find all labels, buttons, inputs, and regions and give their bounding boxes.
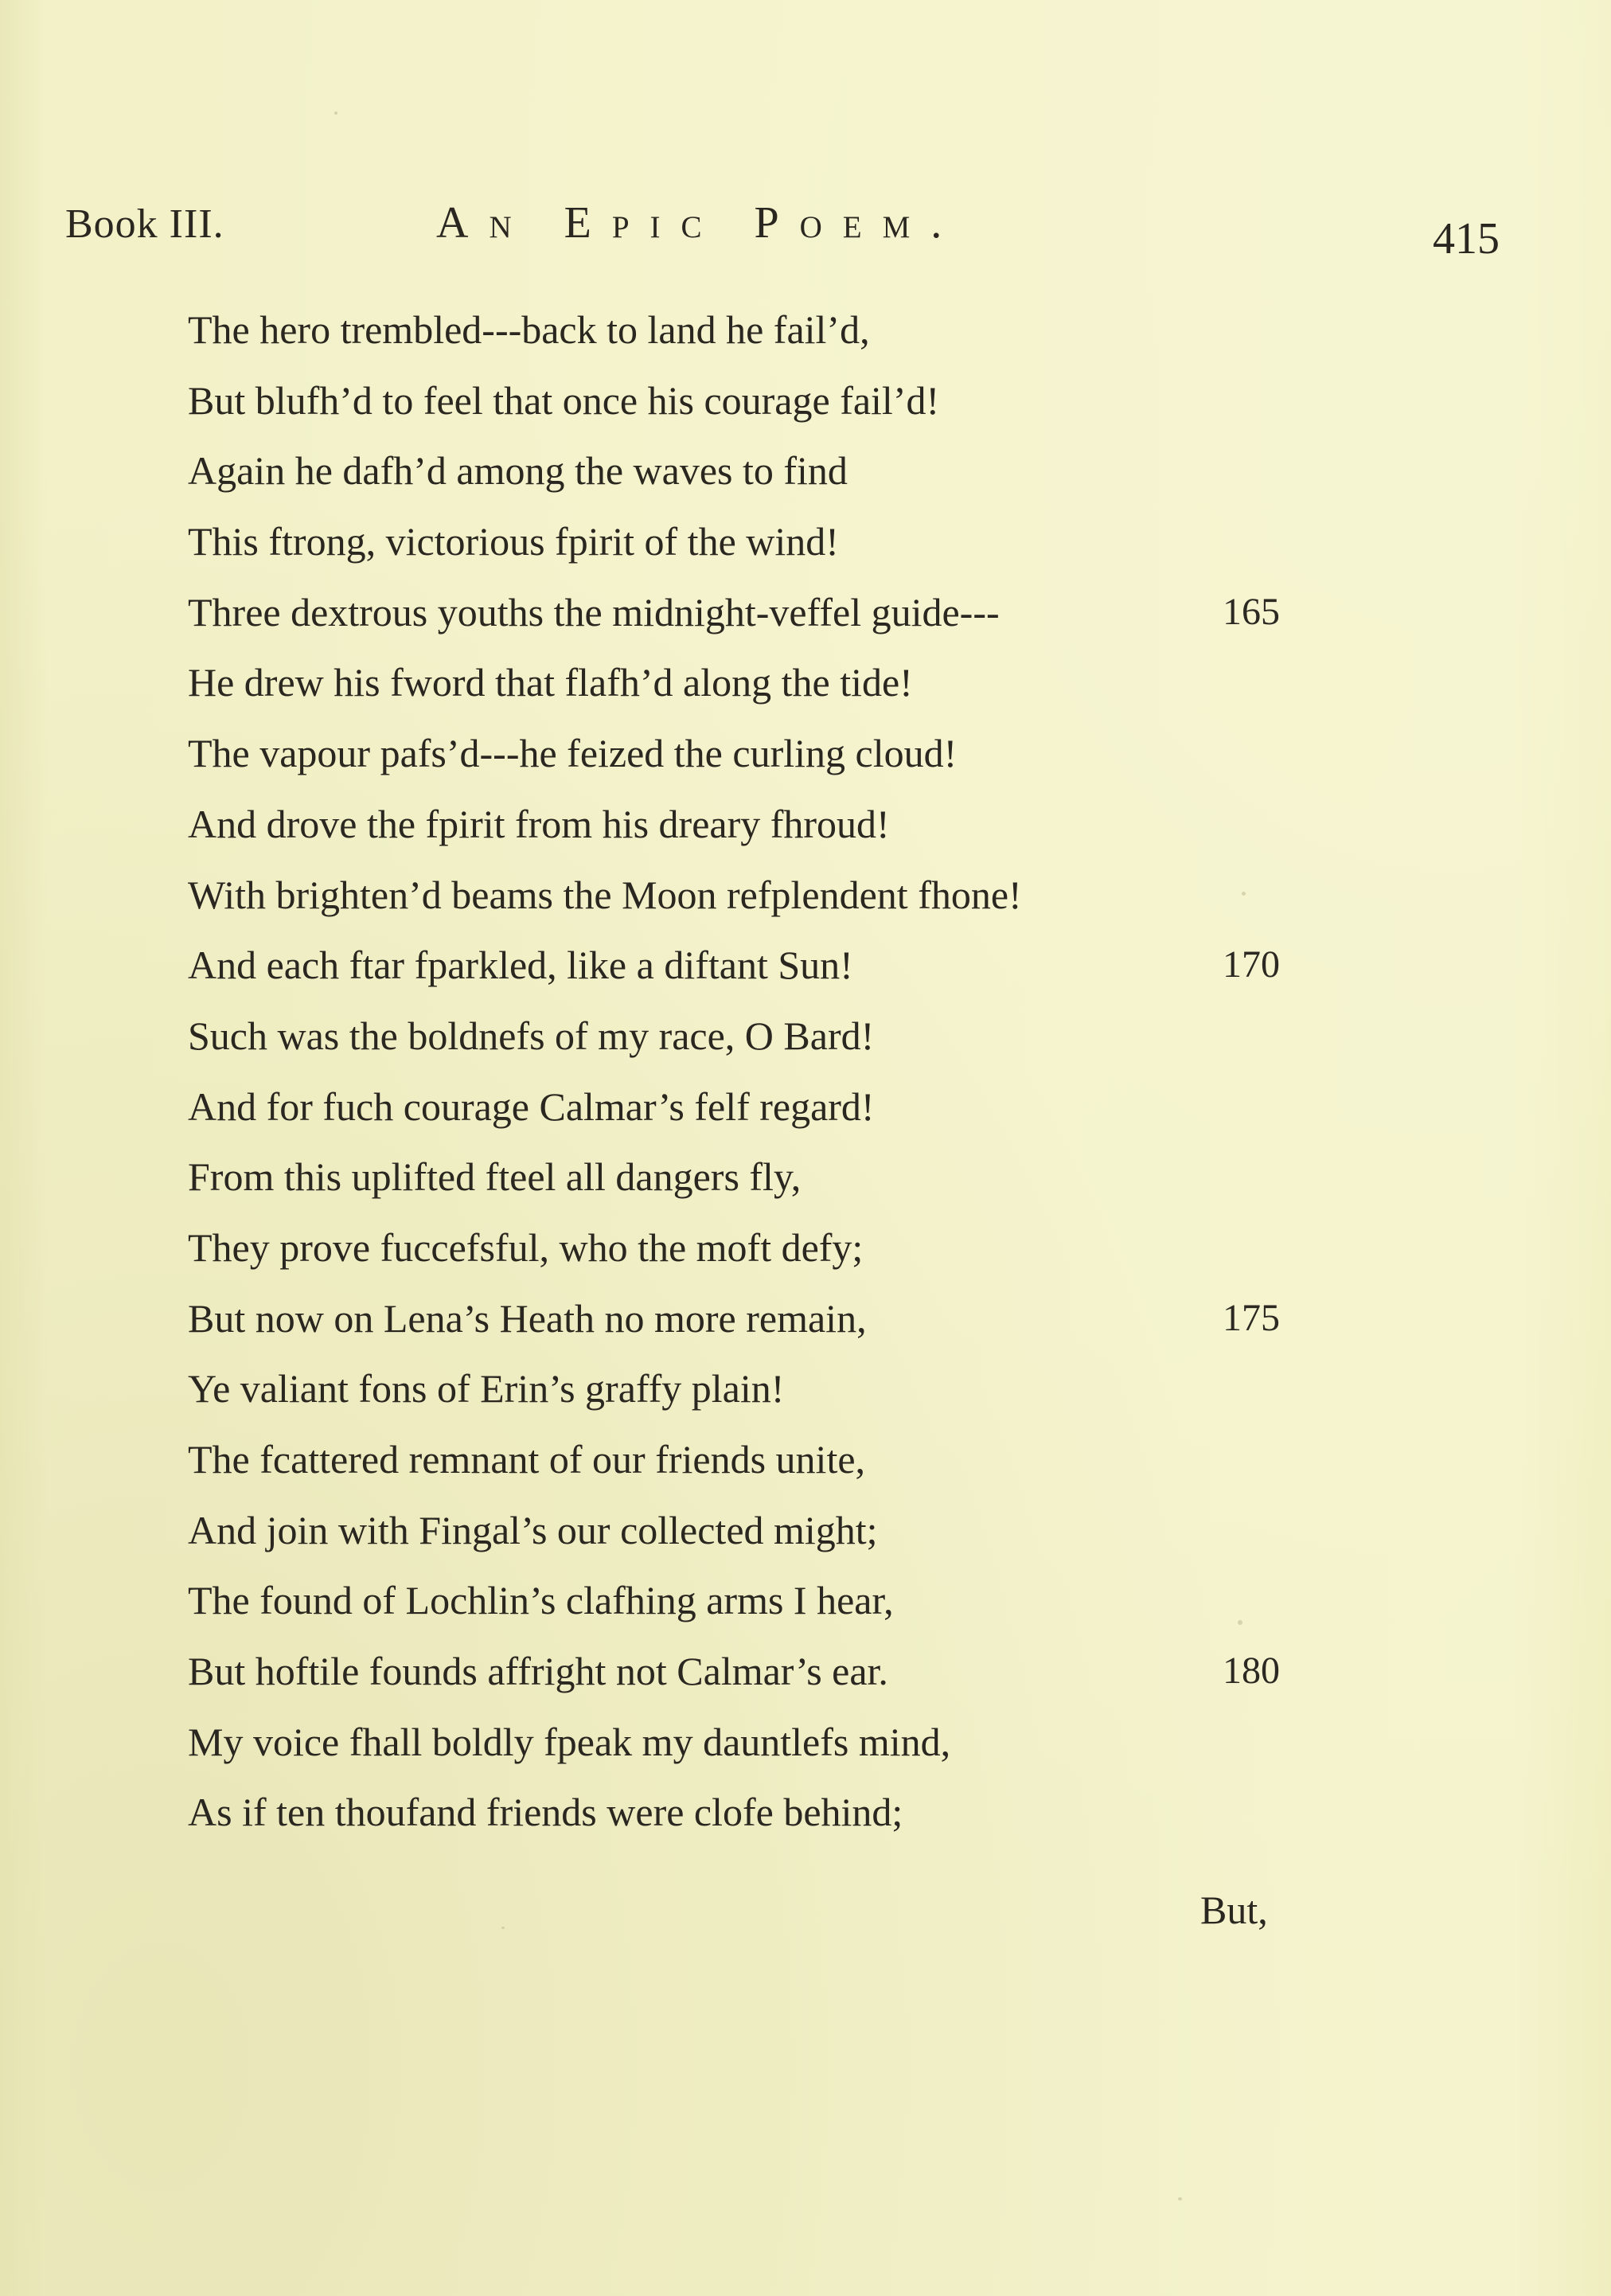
line-text: And each ftar fparkled, like a diftant Sun! <box>188 943 853 988</box>
line-text: From this uplifted fteel all dangers fly, <box>188 1154 802 1200</box>
verse-line <box>188 1001 1541 1072</box>
verse-line <box>188 647 1541 718</box>
verse-line <box>188 789 1541 860</box>
verse-line <box>188 506 1541 577</box>
verse-line <box>188 1142 1541 1212</box>
verse-line <box>188 1424 1541 1495</box>
verse-line <box>188 1495 1541 1566</box>
line-text: Ye valiant fons of Erin’s graffy plain! <box>188 1366 785 1412</box>
catchword: But, <box>1200 1888 1268 1932</box>
paper-speck <box>1238 1620 1242 1625</box>
verse-line <box>188 365 1541 436</box>
line-text: And drove the fpirit from his dreary fhroud! <box>188 801 890 846</box>
line-text: They prove fuccefsful, who the moft defy; <box>188 1224 864 1270</box>
paper-speck <box>334 111 337 115</box>
line-number: 180 <box>1223 1650 1280 1693</box>
verse-line <box>188 1777 1541 1848</box>
running-title: An Epic Poem. <box>436 198 963 248</box>
verse-line <box>188 718 1541 789</box>
running-head <box>0 191 1611 263</box>
verse-line <box>188 860 1541 931</box>
paper-speck <box>1242 892 1246 896</box>
line-text: And join with Fingal’s our collected might; <box>188 1507 878 1552</box>
line-number: 170 <box>1223 943 1280 986</box>
line-text: But hoftile founds affright not Calmar’s ear. <box>188 1649 888 1694</box>
line-text: But blufh’d to feel that once his courage fail’d! <box>188 377 940 423</box>
paper-speck <box>501 1927 505 1929</box>
verse-line <box>188 295 1541 365</box>
verse-line <box>188 577 1541 648</box>
line-text: As if ten thoufand friends were clofe behind; <box>188 1790 903 1835</box>
line-text: With brighten’d beams the Moon refplendent fhone! <box>188 872 1022 917</box>
line-text: My voice fhall boldly fpeak my dauntlefs mind, <box>188 1719 951 1764</box>
line-text: Three dextrous youths the midnight-veffel guide--- <box>188 589 1000 635</box>
line-text: The found of Lochlin’s clafhing arms I hear, <box>188 1578 894 1623</box>
verse-block <box>188 295 1541 1848</box>
book-label: Book III. <box>65 201 224 247</box>
line-text: And for fuch courage Calmar’s felf regard! <box>188 1084 875 1129</box>
line-text: The fcattered remnant of our friends unite, <box>188 1437 866 1482</box>
line-text: Again he dafh’d among the waves to find <box>188 448 848 494</box>
verse-line <box>188 1283 1541 1354</box>
verse-line <box>188 1072 1541 1142</box>
verse-line <box>188 1707 1541 1778</box>
verse-line <box>188 1353 1541 1424</box>
line-text: This ftrong, victorious fpirit of the wind! <box>188 519 839 564</box>
line-text: He drew his fword that flafh’d along the tide! <box>188 660 913 705</box>
line-text: The hero trembled---back to land he fail’d, <box>188 307 870 352</box>
verse-line <box>188 1212 1541 1283</box>
line-number: 175 <box>1223 1296 1280 1339</box>
paper-speck <box>1178 2197 1182 2200</box>
verse-line <box>188 1636 1541 1707</box>
line-text: But now on Lena’s Heath no more remain, <box>188 1295 867 1341</box>
line-text: Such was the boldnefs of my race, O Bard! <box>188 1013 875 1058</box>
verse-line <box>188 435 1541 506</box>
verse-line <box>188 1565 1541 1636</box>
verse-line <box>188 930 1541 1001</box>
line-number: 165 <box>1223 590 1280 633</box>
line-text: The vapour pafs’d---he feized the curling cloud! <box>188 731 958 776</box>
page-number: 415 <box>1433 214 1500 264</box>
